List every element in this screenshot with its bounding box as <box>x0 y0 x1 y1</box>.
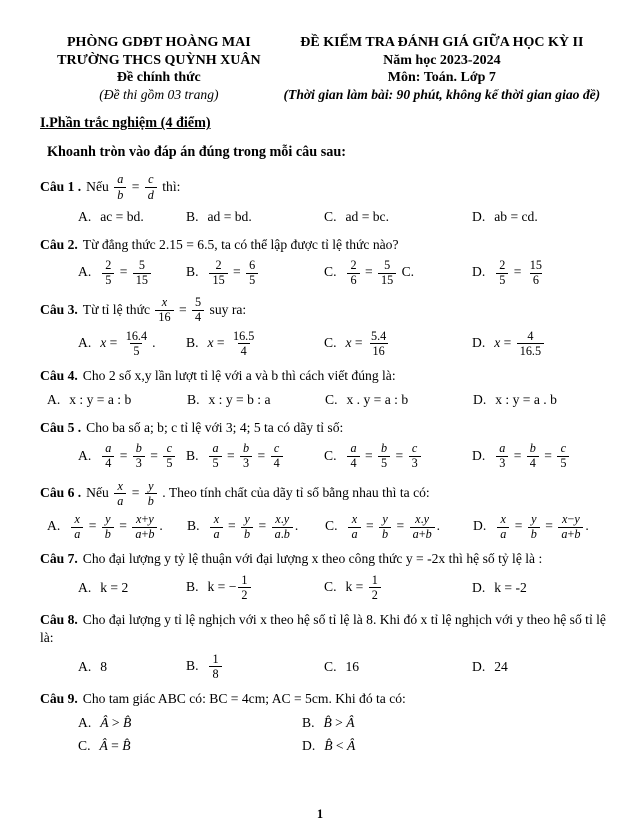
option-a: A. 8 <box>78 659 108 675</box>
question-label: Câu 9. <box>40 691 78 707</box>
question-options <box>40 442 606 470</box>
time-note: (Thời gian làm bài: 90 phút, không kể thời gian giao đề) <box>283 86 601 102</box>
question-prompt: Từ tỉ lệ thức $\frac{x}{16}$ = $\frac{5}{4}$ suy ra: <box>82 295 247 325</box>
fraction: $\frac{b}{5}$ <box>378 442 390 470</box>
option-b: B. $\frac{2}{15}$ = $\frac{6}{5}$ <box>186 259 324 287</box>
option-d: D. $\frac{a}{3}$ = $\frac{b}{4}$ = $\frac{c}{5}$ <box>472 442 606 470</box>
option-c: C. ad = bc. <box>324 208 389 224</box>
option-d: D. $\frac{2}{5}$ = $\frac{15}{6}$ <box>472 259 606 287</box>
option-b: B. $\frac{x}{a}$ = $\frac{y}{b}$ = $\frac{x.y}{a.b}$ . <box>187 511 299 542</box>
exam-pages-note: (Đề thi gồm 03 trang) <box>99 86 219 102</box>
option-d: D. x : y = a . b <box>473 392 557 408</box>
section-title: I.Phần trắc nghiệm (4 điểm) <box>40 115 211 132</box>
question-3 <box>40 296 606 358</box>
option-d: D. ab = cd. <box>472 208 538 224</box>
question-6 <box>40 480 606 542</box>
fraction: $\frac{c}{3}$ <box>409 442 421 470</box>
option-b: B. B̂ > Â <box>302 715 355 731</box>
question-options <box>40 513 606 541</box>
question-2 <box>40 236 606 288</box>
question-7 <box>40 550 606 602</box>
fraction: $\frac{a}{b}$ <box>114 173 126 201</box>
option-c: C. $\frac{a}{4}$ = $\frac{b}{5}$ = $\frac{c}{3}$ <box>324 442 472 470</box>
question-1 <box>40 173 606 226</box>
question-label: Câu 8. <box>40 612 78 628</box>
fraction: $\frac{x}{a}$ <box>497 513 509 541</box>
option-d: D. $\frac{x}{a}$ = $\frac{y}{b}$ = $\frac{x-y}{a+b}$ . <box>473 511 589 542</box>
fraction: $\frac{x.y}{a.b}$ <box>272 513 293 541</box>
subject-grade: Môn: Toán. Lớp 7 <box>387 70 496 85</box>
fraction: $\frac{5}{15}$ <box>378 259 396 287</box>
school-year: Năm học 2023-2024 <box>383 52 501 68</box>
question-prompt: Cho ba số a; b; c tỉ lệ với 3; 4; 5 ta có dãy tỉ số: <box>86 419 344 435</box>
fraction: $\frac{6}{5}$ <box>246 259 258 287</box>
fraction: $\frac{y}{b}$ <box>102 513 114 541</box>
option-b: B. $\frac{a}{5}$ = $\frac{b}{3}$ = $\frac{c}{4}$ <box>186 442 324 470</box>
fraction: $\frac{c}{5}$ <box>557 442 569 470</box>
question-prompt: Nếu $\frac{x}{a}$ = $\frac{y}{b}$ . Theo tính chất của dãy tỉ số bằng nhau thì ta có: <box>86 478 430 508</box>
fraction: $\frac{y}{b}$ <box>145 480 157 508</box>
header-left <box>40 34 278 103</box>
question-5 <box>40 419 606 471</box>
option-c: C. Â = B̂ <box>78 738 131 754</box>
option-d: D. k = -2 <box>472 579 527 595</box>
option-c: C. $\frac{x}{a}$ = $\frac{y}{b}$ = $\frac{x.y}{a+b}$ . <box>325 511 441 542</box>
option-a: A. x = $\frac{16.4}{5}$ . <box>78 328 156 358</box>
question-options <box>40 207 606 227</box>
fraction: $\frac{16.5}{4}$ <box>232 328 255 358</box>
fraction: $\frac{16.4}{5}$ <box>125 328 148 358</box>
fraction: $\frac{a}{3}$ <box>496 442 508 470</box>
exam-title: ĐỀ KIỂM TRA ĐÁNH GIÁ GIỮA HỌC KỲ II <box>300 35 584 50</box>
option-b: B. $\frac{1}{8}$ <box>186 653 324 681</box>
exam-version: Đề chính thức <box>116 70 201 85</box>
question-options <box>40 259 606 287</box>
option-c: C. k = $\frac{1}{2}$ <box>324 574 472 602</box>
fraction: $\frac{b}{3}$ <box>133 442 145 470</box>
fraction: $\frac{c}{5}$ <box>163 442 175 470</box>
fraction: $\frac{1}{2}$ <box>238 574 250 602</box>
option-a: A. $\frac{x}{a}$ = $\frac{y}{b}$ = $\frac{x+y}{a+b}$ . <box>47 511 163 542</box>
option-c: C. 16 <box>324 659 360 675</box>
fraction: $\frac{2}{15}$ <box>209 259 227 287</box>
fraction: $\frac{x}{a}$ <box>71 513 83 541</box>
fraction: $\frac{2}{6}$ <box>347 259 359 287</box>
page-number: 1 <box>316 807 324 821</box>
header-right <box>278 34 606 103</box>
school-name: TRƯỜNG THCS QUỲNH XUÂN <box>57 52 261 68</box>
question-label: Câu 7. <box>40 551 78 567</box>
option-b: B. x : y = b : a <box>187 392 271 408</box>
option-d: D. x = $\frac{4}{16.5}$ <box>472 330 606 358</box>
fraction: $\frac{b}{3}$ <box>240 442 252 470</box>
question-label: Câu 2. <box>40 236 78 252</box>
fraction: $\frac{2}{5}$ <box>102 259 114 287</box>
fraction: $\frac{c}{d}$ <box>145 173 157 201</box>
fraction: $\frac{x}{a}$ <box>210 513 222 541</box>
question-9 <box>40 690 606 756</box>
option-a: A. x : y = a : b <box>47 392 132 408</box>
fraction: $\frac{x-y}{a+b}$ <box>558 513 583 541</box>
question-options <box>40 390 606 410</box>
fraction: $\frac{1}{8}$ <box>209 653 221 681</box>
option-b: B. x = $\frac{16.5}{4}$ <box>186 330 324 358</box>
fraction: $\frac{x}{16}$ <box>155 296 173 324</box>
question-prompt: Từ đẳng thức 2.15 = 6.5, ta có thể lập được tỉ lệ thức nào? <box>82 236 399 252</box>
fraction: $\frac{a}{4}$ <box>102 442 114 470</box>
option-b: B. ad = bd. <box>186 208 252 224</box>
fraction: $\frac{a}{5}$ <box>209 442 221 470</box>
fraction: $\frac{c}{4}$ <box>271 442 283 470</box>
fraction: $\frac{5}{4}$ <box>192 296 204 324</box>
fraction: $\frac{x+y}{a+b}$ <box>132 513 157 541</box>
question-options <box>40 330 606 358</box>
fraction: $\frac{y}{b}$ <box>379 513 391 541</box>
fraction: $\frac{x}{a}$ <box>348 513 360 541</box>
question-options <box>40 574 606 602</box>
fraction: $\frac{15}{6}$ <box>529 257 542 288</box>
question-label: Câu 5 . <box>40 419 82 435</box>
fraction: $\frac{5.4}{16}$ <box>370 328 387 358</box>
question-prompt: Cho đại lượng y tỷ lệ thuận với đại lượng x theo công thức y = -2x thì hệ số tỷ lệ là : <box>82 551 543 567</box>
option-c: C. x = $\frac{5.4}{16}$ <box>324 330 472 358</box>
instruction-text: Khoanh tròn vào đáp án đúng trong mỗi câu sau: <box>47 144 346 161</box>
question-prompt: Nếu $\frac{a}{b}$ = $\frac{c}{d}$ thì: <box>86 172 181 202</box>
fraction: $\frac{a}{4}$ <box>347 442 359 470</box>
question-options <box>40 653 606 681</box>
question-4 <box>40 367 606 410</box>
question-label: Câu 1 . <box>40 178 82 194</box>
question-label: Câu 3. <box>40 301 78 317</box>
option-b: B. k = − $\frac{1}{2}$ <box>186 574 324 602</box>
fraction: $\frac{x.y}{a+b}$ <box>410 513 435 541</box>
question-8 <box>40 611 606 681</box>
fraction: $\frac{x}{a}$ <box>114 480 126 508</box>
fraction: $\frac{y}{b}$ <box>241 513 253 541</box>
fraction: $\frac{y}{b}$ <box>528 513 540 541</box>
question-options <box>40 713 606 755</box>
exam-header <box>40 34 606 103</box>
option-a: A. Â > B̂ <box>78 715 132 731</box>
question-prompt: Cho đại lượng y tỉ lệ nghịch với x theo hệ số tỉ lệ là 8. Khi đó x tỉ lệ nghịch với y theo hệ số tỉ lệ là: <box>40 612 606 646</box>
option-c: C. x . y = a : b <box>325 392 409 408</box>
option-d: D. B̂ < Â <box>302 738 356 754</box>
question-label: Câu 6 . <box>40 484 82 500</box>
question-prompt: Cho tam giác ABC có: BC = 4cm; AC = 5cm. Khi đó ta có: <box>82 691 406 707</box>
option-a: A. $\frac{a}{4}$ = $\frac{b}{3}$ = $\frac{c}{5}$ <box>78 442 186 470</box>
option-a: A. k = 2 <box>78 579 129 595</box>
fraction: $\frac{1}{2}$ <box>369 574 381 602</box>
fraction: $\frac{4}{16.5}$ <box>517 330 544 358</box>
department-name: PHÒNG GDĐT HOÀNG MAI <box>67 35 251 50</box>
option-a: A. ac = bd. <box>78 208 144 224</box>
fraction: $\frac{5}{15}$ <box>133 259 151 287</box>
question-label: Câu 4. <box>40 367 78 383</box>
fraction: $\frac{2}{5}$ <box>496 259 508 287</box>
option-a: A. $\frac{2}{5}$ = $\frac{5}{15}$ <box>78 259 186 287</box>
question-prompt: Cho 2 số x,y lần lượt tỉ lệ với a và b thì cách viết đúng là: <box>82 367 396 383</box>
fraction: $\frac{b}{4}$ <box>527 442 539 470</box>
option-d: D. 24 <box>472 659 508 675</box>
option-c: C. $\frac{2}{6}$ = $\frac{5}{15}$ C. <box>324 257 415 288</box>
